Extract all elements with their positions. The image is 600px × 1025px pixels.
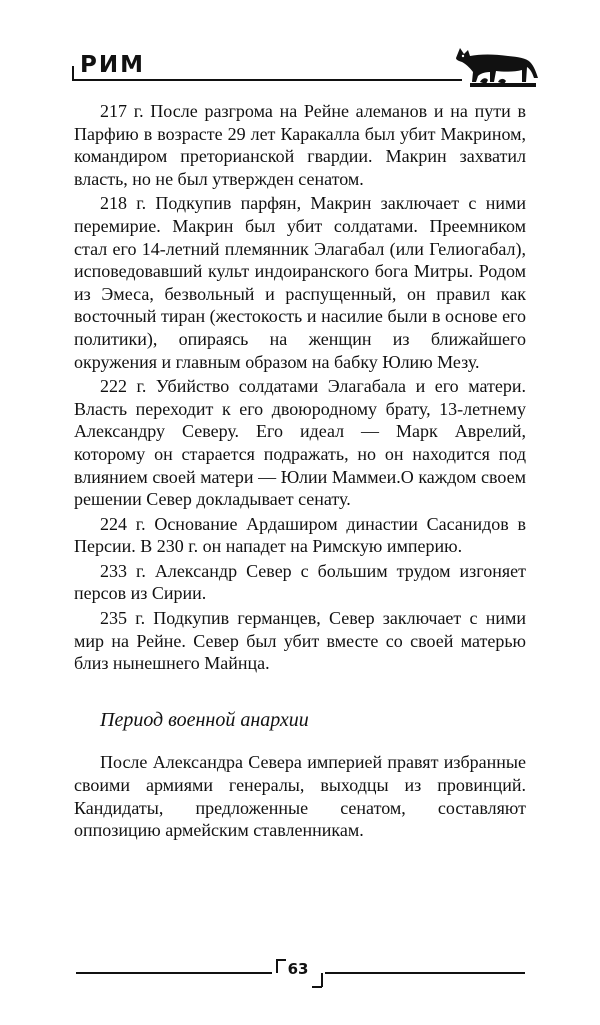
page-body (74, 100, 526, 844)
paragraph-222: 222 г. Убийство солдатами Элагабала и его матери. Власть переходит к его двоюродному брату, 13-летнему Александру Северу. Его идеал — Марк Аврелий, которому он старается подражать, но он находится под влиянием своей матери — Юлии Маммеи.О каждом своем решении Север докладывает сенату. (74, 376, 526, 510)
page-footer (70, 955, 530, 995)
page-number: 63 (287, 960, 309, 978)
section-paragraph: После Александра Севера империей правят избранные своими армиями генералы, выходцы из провинций. Кандидаты, предложенные сенатом, составляют оппозицию армейским ставленникам. (74, 752, 526, 841)
capitoline-wolf-icon (450, 42, 542, 88)
running-header-title: РИМ (80, 52, 145, 78)
paragraph-233: 233 г. Александр Север с большим трудом изгоняет персов из Сирии. (74, 560, 526, 604)
paragraph-235: 235 г. Подкупив германцев, Север заключает с ними мир на Рейне. Север был убит вместе со своей матерью близ нынешнего Майнца. (74, 608, 526, 674)
page-number-frame-right (321, 973, 323, 987)
paragraph-224: 224 г. Основание Ардаширом династии Сасанидов в Персии. В 230 г. он нападет на Римскую империю. (74, 513, 526, 557)
section-heading: Период военной анархии (100, 708, 309, 731)
footer-rule-left (76, 972, 272, 974)
running-header (70, 42, 540, 92)
paragraph-218: 218 г. Подкупив парфян, Макрин заключает с ними перемирие. Макрин был убит солдатами. Преемником стал его 14-летний племянник Элагабал (или Гелиогабал), исповедовавший культ индоиранского бога Митры. Родом из Эмеса, безвольный и распущенный, он правил как восточный тиран (жестокость и насилие были в основе его политики), опираясь на женщин из ближайшего окружения и главным образом на бабку Юлию Мезу. (74, 193, 526, 372)
footer-rule-right (325, 972, 525, 974)
page-number-frame-bottom (312, 986, 322, 988)
paragraph-217: 217 г. После разгрома на Рейне алеманов и на пути в Парфию в возрасте 29 лет Каракалла был убит Макрином, командиром преторианской гвардии. Макрин захватил власть, но не был утвержден сенатом. (74, 101, 526, 189)
header-rule (72, 79, 462, 81)
header-corner-mark (72, 66, 74, 80)
